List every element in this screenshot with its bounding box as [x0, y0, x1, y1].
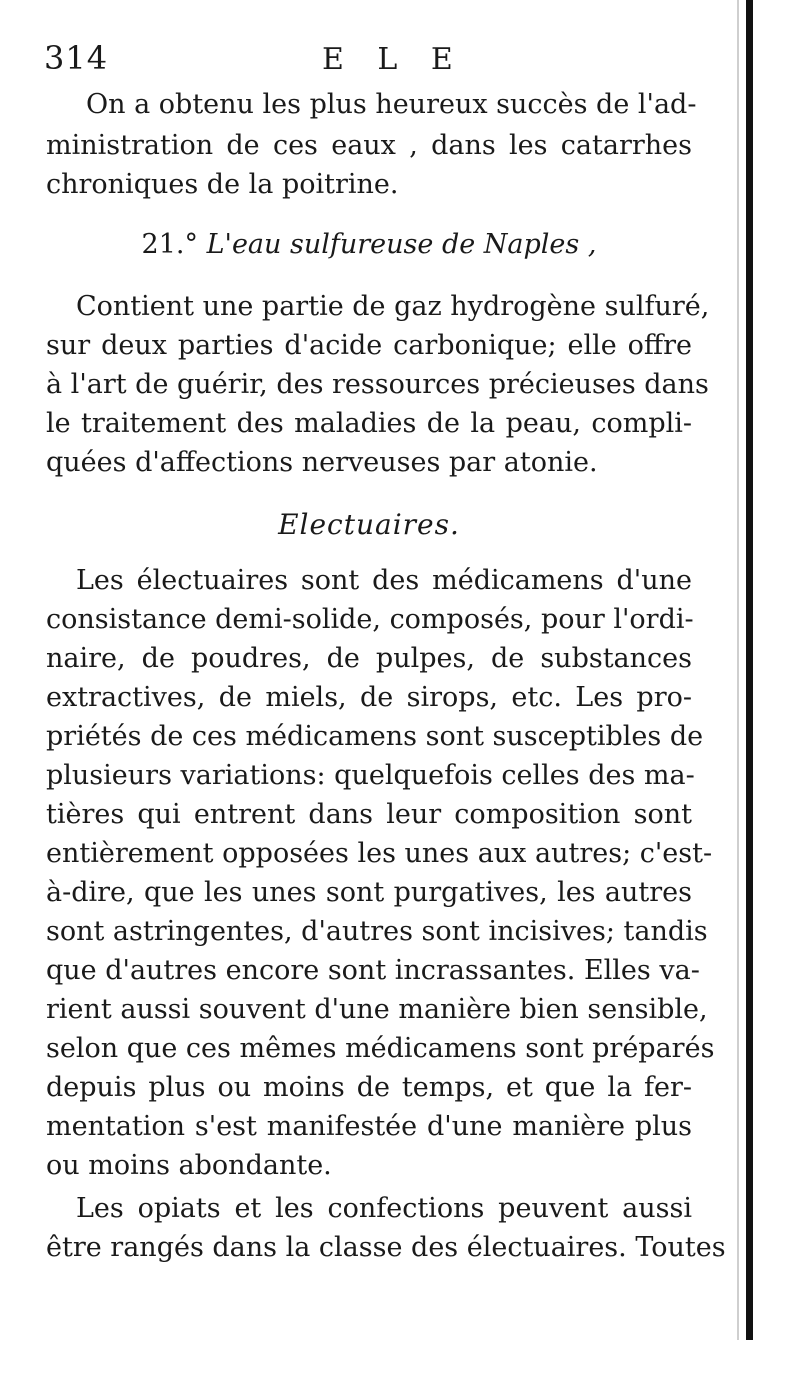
text-line: naire, de poudres, de pulpes, de substances: [46, 643, 692, 674]
page-number: 314: [44, 39, 109, 77]
text-line: depuis plus ou moins de temps, et que la fer-: [46, 1072, 692, 1103]
text-line: le traitement des maladies de la peau, compli-: [46, 408, 692, 439]
text-line: à l'art de guérir, des ressources précieuses dans: [46, 369, 709, 400]
text-line: ministration de ces eaux , dans les catarrhes: [46, 130, 692, 161]
text-line: plusieurs variations: quelquefois celles des ma-: [46, 760, 695, 791]
text-line: ou moins abondante.: [46, 1150, 332, 1181]
section-title: L'eau sulfureuse de Naples ,: [206, 229, 597, 260]
running-head: E L E: [322, 42, 465, 77]
text-line: sont astringentes, d'autres sont incisives; tandis: [46, 916, 708, 947]
section-heading: [46, 226, 692, 264]
page-edge-shadow: [737, 0, 739, 1340]
text-line: consistance demi-solide, composés, pour l'ordi-: [46, 604, 694, 635]
text-line: Contient une partie de gaz hydrogène sulfuré,: [76, 291, 710, 322]
text-line: selon que ces mêmes médicamens sont préparés: [46, 1033, 715, 1064]
text-line: priétés de ces médicamens sont susceptibles de: [46, 721, 704, 752]
subsection-heading: Electuaires.: [278, 508, 460, 541]
page-binding-edge: [746, 0, 753, 1340]
text-line: tières qui entrent dans leur composition sont: [46, 799, 692, 830]
text-line: extractives, de miels, de sirops, etc. Les pro-: [46, 682, 692, 713]
text-line: Les électuaires sont des médicamens d'une: [76, 565, 692, 596]
text-line: être rangés dans la classe des électuaires. Toutes: [46, 1232, 726, 1263]
text-line: entièrement opposées les unes aux autres; c'est-: [46, 838, 713, 869]
section-number: 21.°: [141, 229, 198, 260]
text-line: rient aussi souvent d'une manière bien sensible,: [46, 994, 708, 1025]
text-line: chroniques de la poitrine.: [46, 169, 399, 200]
text-line: quées d'affections nerveuses par atonie.: [46, 447, 598, 478]
text-line: Les opiats et les confections peuvent aussi: [76, 1193, 692, 1224]
text-line: On a obtenu les plus heureux succès de l'ad-: [86, 89, 697, 120]
text-line: sur deux parties d'acide carbonique; elle offre: [46, 330, 692, 361]
text-line: mentation s'est manifestée d'une manière plus: [46, 1111, 692, 1142]
text-line: que d'autres encore sont incrassantes. Elles va-: [46, 955, 700, 986]
text-line: à-dire, que les unes sont purgatives, les autres: [46, 877, 692, 908]
